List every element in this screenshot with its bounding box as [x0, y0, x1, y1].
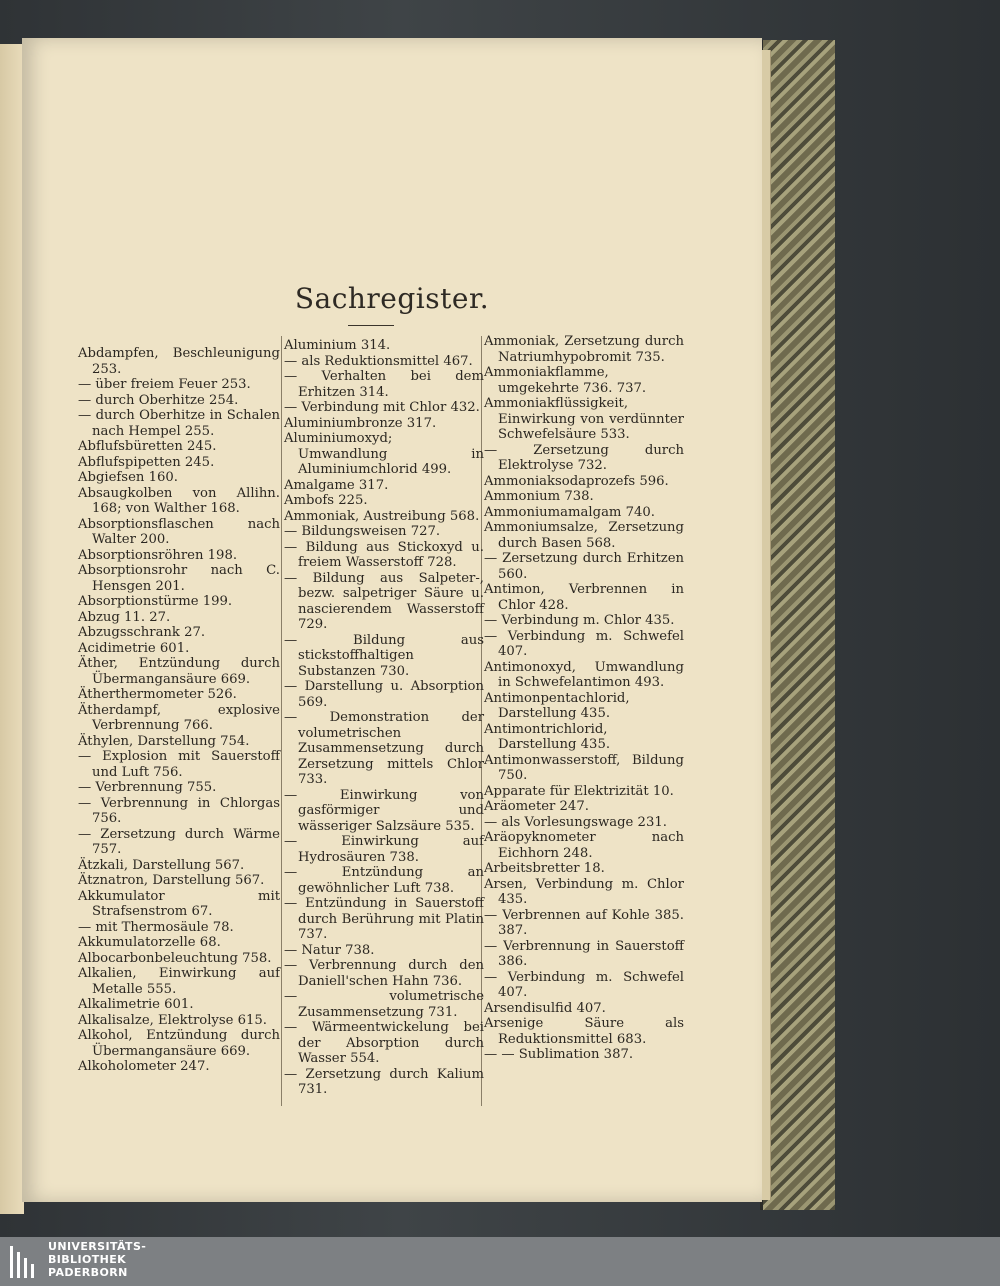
index-entry: Äthylen, Darstellung 754.	[78, 733, 250, 749]
index-entry: — Zersetzung durch Erhitzen 560.	[484, 551, 684, 582]
index-entry: — Verbindung mit Chlor 432.	[284, 400, 480, 415]
index-entry: Antimon, Verbrennen in Chlor 428.	[484, 582, 684, 613]
index-entry: Acidimetrie 601.	[78, 640, 190, 656]
index-entry: Antimontrichlorid, Darstellung 435.	[484, 721, 611, 752]
index-entry: Ätzkali, Darstellung 567.	[78, 857, 245, 873]
index-entry: Ammoniakflamme, umgekehrte 736. 737.	[484, 365, 647, 396]
index-entry: — Verbrennung in Chlorgas 756.	[78, 795, 280, 826]
library-footer-bar	[0, 1237, 1000, 1286]
column-divider	[281, 336, 282, 1106]
index-entry: Ammoniak, Austreibung 568.	[284, 508, 480, 524]
index-entry: Alkalisalze, Elektrolyse 615.	[78, 1012, 267, 1028]
library-name	[48, 1240, 146, 1279]
library-name-line2: BIBLIOTHEK	[48, 1253, 127, 1266]
index-entry: Äther, Entzündung durch Übermangansäure 669.	[78, 656, 280, 687]
index-entry: Ammoniakflüssigkeit, Einwirkung von verdünnter Schwefelsäure 533.	[484, 396, 684, 442]
index-entry: Abzugsschrank 27.	[78, 625, 206, 640]
index-entry: — Demonstration der volumetrischen Zusammensetzung durch Zersetzung mittels Chlor 733.	[284, 710, 484, 787]
index-entry: Akkumulator mit Strafsenstrom 67.	[78, 888, 280, 919]
index-entry: Aluminiumoxyd; Umwandlung in Aluminiumchlorid 499.	[284, 431, 484, 477]
index-entry: — als Vorlesungswage 231.	[484, 814, 667, 830]
index-entry: Ammoniumamalgam 740.	[484, 504, 655, 520]
index-entry: — Darstellung u. Absorption 569.	[284, 679, 484, 710]
index-entry: Abdampfen, Beschleunigung 253.	[78, 346, 280, 377]
index-entry: — durch Oberhitze 254.	[78, 392, 239, 408]
index-entry: Ammoniumsalze, Zersetzung durch Basen 568.	[484, 520, 684, 551]
index-entry: Antimonpentachlorid, Darstellung 435.	[484, 690, 630, 721]
index-entry: — Bildung aus Stickoxyd u. freiem Wasserstoff 728.	[284, 539, 484, 570]
index-entry: — über freiem Feuer 253.	[78, 377, 251, 392]
index-entry: Ammoniaksodaprozefs 596.	[484, 473, 669, 489]
index-entry: — Verbrennen auf Kohle 385. 387.	[484, 907, 684, 938]
index-entry: — Explosion mit Sauerstoff und Luft 756.	[78, 749, 280, 780]
index-entry: Alkalimetrie 601.	[78, 997, 194, 1012]
index-entry: — Entzündung in Sauerstoff durch Berührung mit Platin 737.	[284, 896, 484, 942]
index-entry: Alkalien, Einwirkung auf Metalle 555.	[78, 966, 280, 997]
index-entry: — Bildungsweisen 727.	[284, 524, 441, 539]
index-entry: — durch Oberhitze in Schalen nach Hempel 255.	[78, 408, 280, 439]
index-entry: Arbeitsbretter 18.	[484, 861, 605, 876]
index-entry: Ammonium 738.	[484, 489, 594, 504]
index-entry: Aluminiumbronze 317.	[284, 415, 437, 431]
index-entry: Absorptionsflaschen nach Walter 200.	[78, 516, 280, 547]
index-entry: Alkohol, Entzündung durch Übermangansäure 669.	[78, 1028, 280, 1059]
index-entry: Absorptionstürme 199.	[78, 594, 233, 609]
index-entry: — Zersetzung durch Wärme 757.	[78, 826, 280, 857]
index-entry: Akkumulatorzelle 68.	[78, 935, 221, 950]
book-cover-marbled	[760, 40, 835, 1210]
index-entry: Ätznatron, Darstellung 567.	[78, 873, 265, 888]
index-entry: Alkoholometer 247.	[78, 1059, 210, 1074]
index-entry: Antimonwasserstoff, Bildung 750.	[484, 752, 684, 783]
title-rule	[348, 325, 394, 326]
index-entry: Abflufspipetten 245.	[78, 454, 215, 470]
index-entry: — Zersetzung durch Elektrolyse 732.	[484, 442, 684, 473]
index-entry: Arsen, Verbindung m. Chlor 435.	[484, 876, 684, 907]
index-entry: Arsenige Säure als Reduktionsmittel 683.	[484, 1016, 684, 1047]
index-entry: — Verhalten bei dem Erhitzen 314.	[284, 369, 484, 400]
index-entry: — Entzündung an gewöhnlicher Luft 738.	[284, 865, 484, 896]
index-entry: — mit Thermosäule 78.	[78, 919, 234, 935]
index-entry: — Wärmeentwickelung bei der Absorption durch Wasser 554.	[284, 1020, 484, 1066]
index-entry: Ätherthermometer 526.	[78, 687, 237, 702]
index-column-1	[78, 346, 280, 1075]
index-entry: — Zersetzung durch Kalium 731.	[284, 1066, 484, 1097]
index-entry: Ammoniak, Zersetzung durch Natriumhypobromit 735.	[484, 334, 684, 365]
index-entry: Arsendisulfid 407.	[484, 1000, 606, 1016]
page-title: Sachregister.	[294, 282, 490, 315]
index-entry: Aräopyknometer nach Eichhorn 248.	[484, 830, 684, 861]
index-entry: Ätherdampf, explosive Verbrennung 766.	[78, 702, 280, 733]
index-entry: Apparate für Elektrizität 10.	[484, 783, 674, 799]
index-entry: Aluminium 314.	[284, 338, 391, 353]
library-name-line1: UNIVERSITÄTS-	[48, 1240, 147, 1253]
library-name-line3: PADERBORN	[48, 1266, 128, 1279]
index-entry: — Verbindung m. Schwefel 407.	[484, 969, 684, 1000]
index-column-2	[284, 338, 484, 1098]
index-entry: — Verbindung m. Chlor 435.	[484, 613, 675, 628]
index-entry: — volumetrische Zusammensetzung 731.	[284, 989, 484, 1020]
library-logo-icon	[10, 1246, 40, 1278]
index-entry: Antimonoxyd, Umwandlung in Schwefelantimon 493.	[484, 659, 684, 690]
index-entry: Abzug 11. 27.	[78, 609, 171, 625]
index-entry: Absaugkolben von Allihn. 168; von Walther 168.	[78, 485, 280, 516]
index-entry: Aräometer 247.	[484, 799, 589, 814]
index-entry: — Natur 738.	[284, 942, 375, 958]
index-entry: — Verbrennung in Sauerstoff 386.	[484, 938, 684, 969]
index-entry: — als Reduktionsmittel 467.	[284, 353, 473, 369]
index-entry: — — Sublimation 387.	[484, 1047, 634, 1062]
book-page	[22, 38, 762, 1202]
index-entry: Albocarbonbeleuchtung 758.	[78, 950, 272, 966]
left-page-edge	[0, 44, 24, 1214]
index-entry: — Einwirkung von gasförmiger und wässeriger Salzsäure 535.	[284, 787, 484, 834]
index-entry: — Bildung aus Salpeter-, bezw. salpetriger Säure u. nascierendem Wasserstoff 729.	[284, 570, 484, 632]
index-entry: Amalgame 317.	[284, 477, 389, 493]
index-entry: — Bildung aus stickstoffhaltigen Substanzen 730.	[284, 632, 484, 679]
index-entry: — Verbindung m. Schwefel 407.	[484, 628, 684, 659]
index-entry: — Verbrennung durch den Daniell'schen Hahn 736.	[284, 958, 484, 989]
index-entry: — Verbrennung 755.	[78, 780, 217, 795]
index-column-3	[484, 334, 684, 1063]
index-entry: — Einwirkung auf Hydrosäuren 738.	[284, 834, 484, 865]
index-entry: Abflufsbüretten 245.	[78, 439, 217, 454]
index-entry: Absorptionsrohr nach C. Hensgen 201.	[78, 563, 280, 594]
index-entry: Absorptionsröhren 198.	[78, 547, 238, 563]
index-entry: Ambofs 225.	[284, 493, 368, 508]
index-entry: Abgiefsen 160.	[78, 470, 178, 485]
